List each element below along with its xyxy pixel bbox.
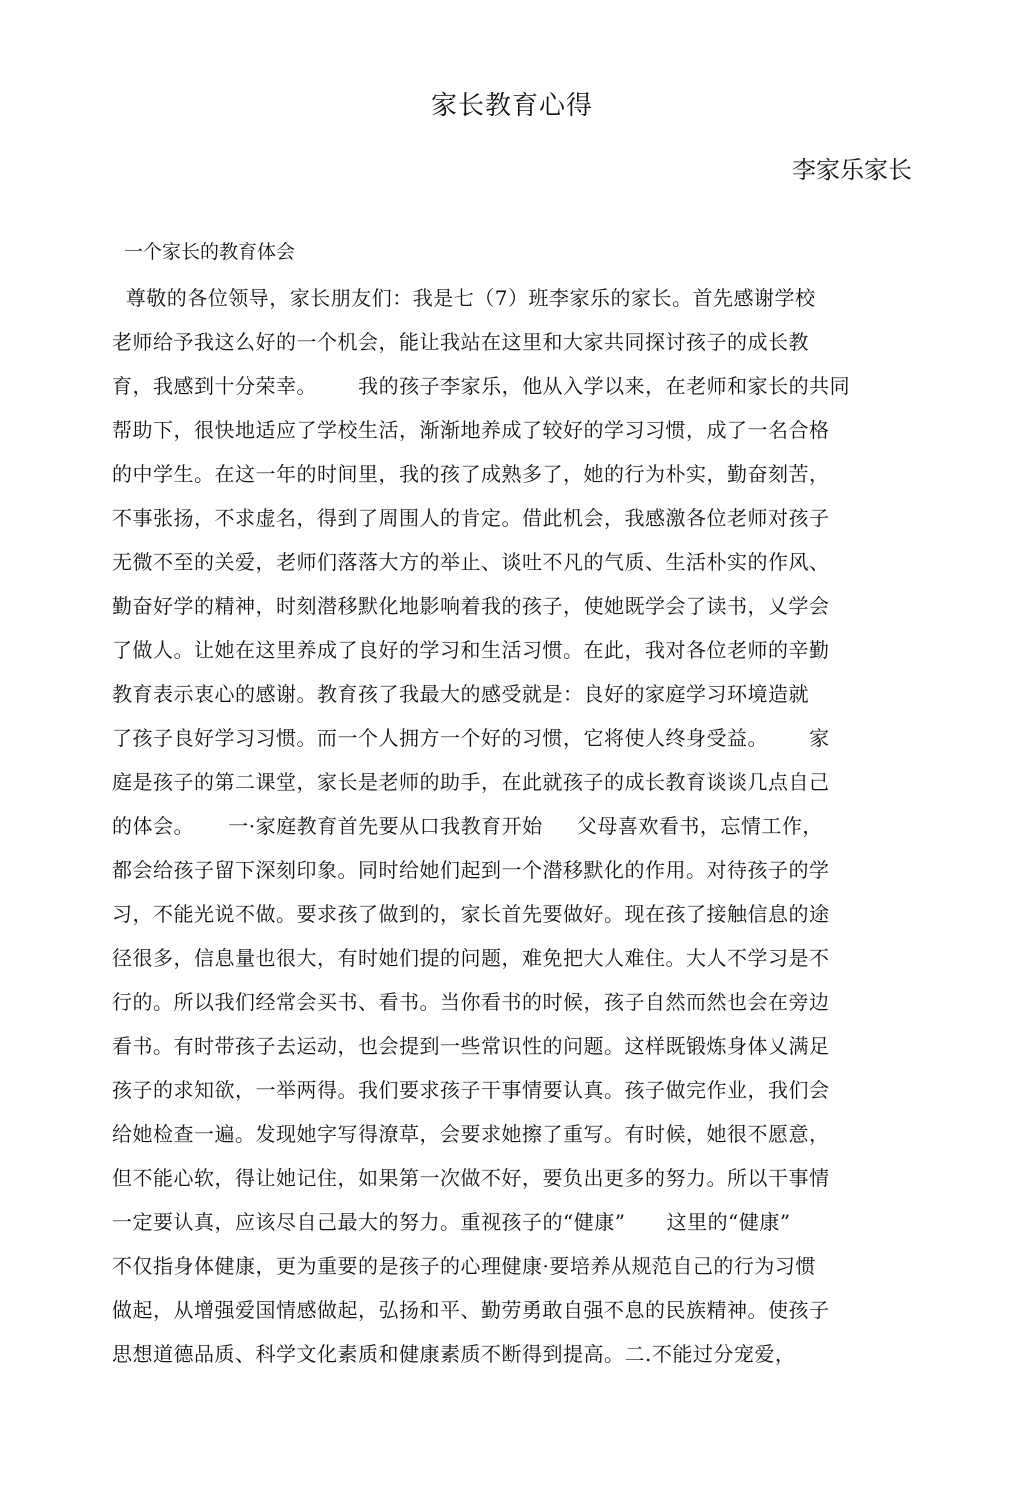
body-line: 教育表示衷心的感谢。教育孩了我最大的感受就是：良好的家庭学习环境造就 [112,682,809,706]
body-line: 做起，从增强爱国情感做起，弘扬和平、勤劳勇敢自强不息的民族精神。使孩子 [112,1298,830,1322]
body-line: 但不能心软，得让她记住，如果第一次做不好，要负出更多的努力。所以干事情 [112,1166,830,1190]
body-line: 无微不至的关爱，老师们落落大方的举止、谈吐不凡的气质、生活朴实的作风、 [112,550,830,574]
body-line: 的中学生。在这一年的时间里，我的孩了成熟多了，她的行为朴实，勤奋刻苦， [112,462,830,486]
body-line: 的体会。 一·家庭教育首先要从口我教育开始 父母喜欢看书，忘情工作， [112,814,823,838]
body-line: 不事张扬，不求虚名，得到了周围人的肯定。借此机会，我感激各位老师对孩子 [112,506,830,530]
body-line: 尊敬的各位领导，家长朋友们：我是七（7）班李家乐的家长。首先感谢学校 [112,286,816,310]
document-title: 家长教育心得 [430,91,593,121]
body-line: 习，不能光说不做。要求孩了做到的，家长首先要做好。现在孩了接触信息的途 [112,902,830,926]
body-line: 一定要认真，应该尽自己最大的努力。重视孩子的“健康” 这里的“健康” [112,1210,791,1234]
body-line: 思想道德品质、科学文化素质和健康素质不断得到提高。二.不能过分宠爱， [112,1342,796,1366]
body-line: 径很多，信息量也很大，有时她们提的问题，难免把大人难住。大人不学习是不 [112,946,830,970]
body-line: 孩子的求知欲，一举两得。我们要求孩子干事情要认真。孩子做完作业，我们会 [112,1078,830,1102]
body-line: 行的。所以我们经常会买书、看书。当你看书的时候，孩子自然而然也会在旁边 [112,990,830,1014]
body-line: 勤奋好学的精神，时刻潜移默化地影响着我的孩子，使她既学会了读书，乂学会 [112,594,830,618]
body-line: 都会给孩子留下深刻印象。同时给她们起到一个潜移默化的作用。对待孩子的学 [112,858,830,882]
document-author: 李家乐家长 [792,156,912,184]
body-text [112,276,912,1376]
body-line: 了孩子良好学习习惯。而一个人拥方一个好的习惯，它将使人终身受益。 家 [112,726,830,750]
body-line: 了做人。让她在这里养成了良好的学习和生活习惯。在此，我对各位老师的辛勤 [112,638,830,662]
body-line: 庭是孩子的第二课堂，家长是老师的助手，在此就孩子的成长教育谈谈几点自己 [112,770,830,794]
body-line: 不仅指身体健康，更为重要的是孩子的心理健康·要培养从规范自己的行为习惯 [112,1254,816,1278]
section-heading: 一个家长的教育体会 [124,241,296,263]
body-line: 育，我感到十分荣幸。 我的孩子李家乐，他从入学以来，在老师和家长的共同 [112,374,851,398]
body-line: 帮助下，很快地适应了学校生活，渐渐地养成了较好的学习习惯，成了一名合格 [112,418,830,442]
body-line: 老师给予我这么好的一个机会，能让我站在这里和大家共同探讨孩子的成长教 [112,330,809,354]
body-line: 看书。有时带孩子去运动，也会提到一些常识性的问题。这样既锻炼身体乂满足 [112,1034,830,1058]
body-line: 给她检查一遍。发现她字写得潦草，会要求她擦了重写。有时候，她很不愿意， [112,1122,830,1146]
